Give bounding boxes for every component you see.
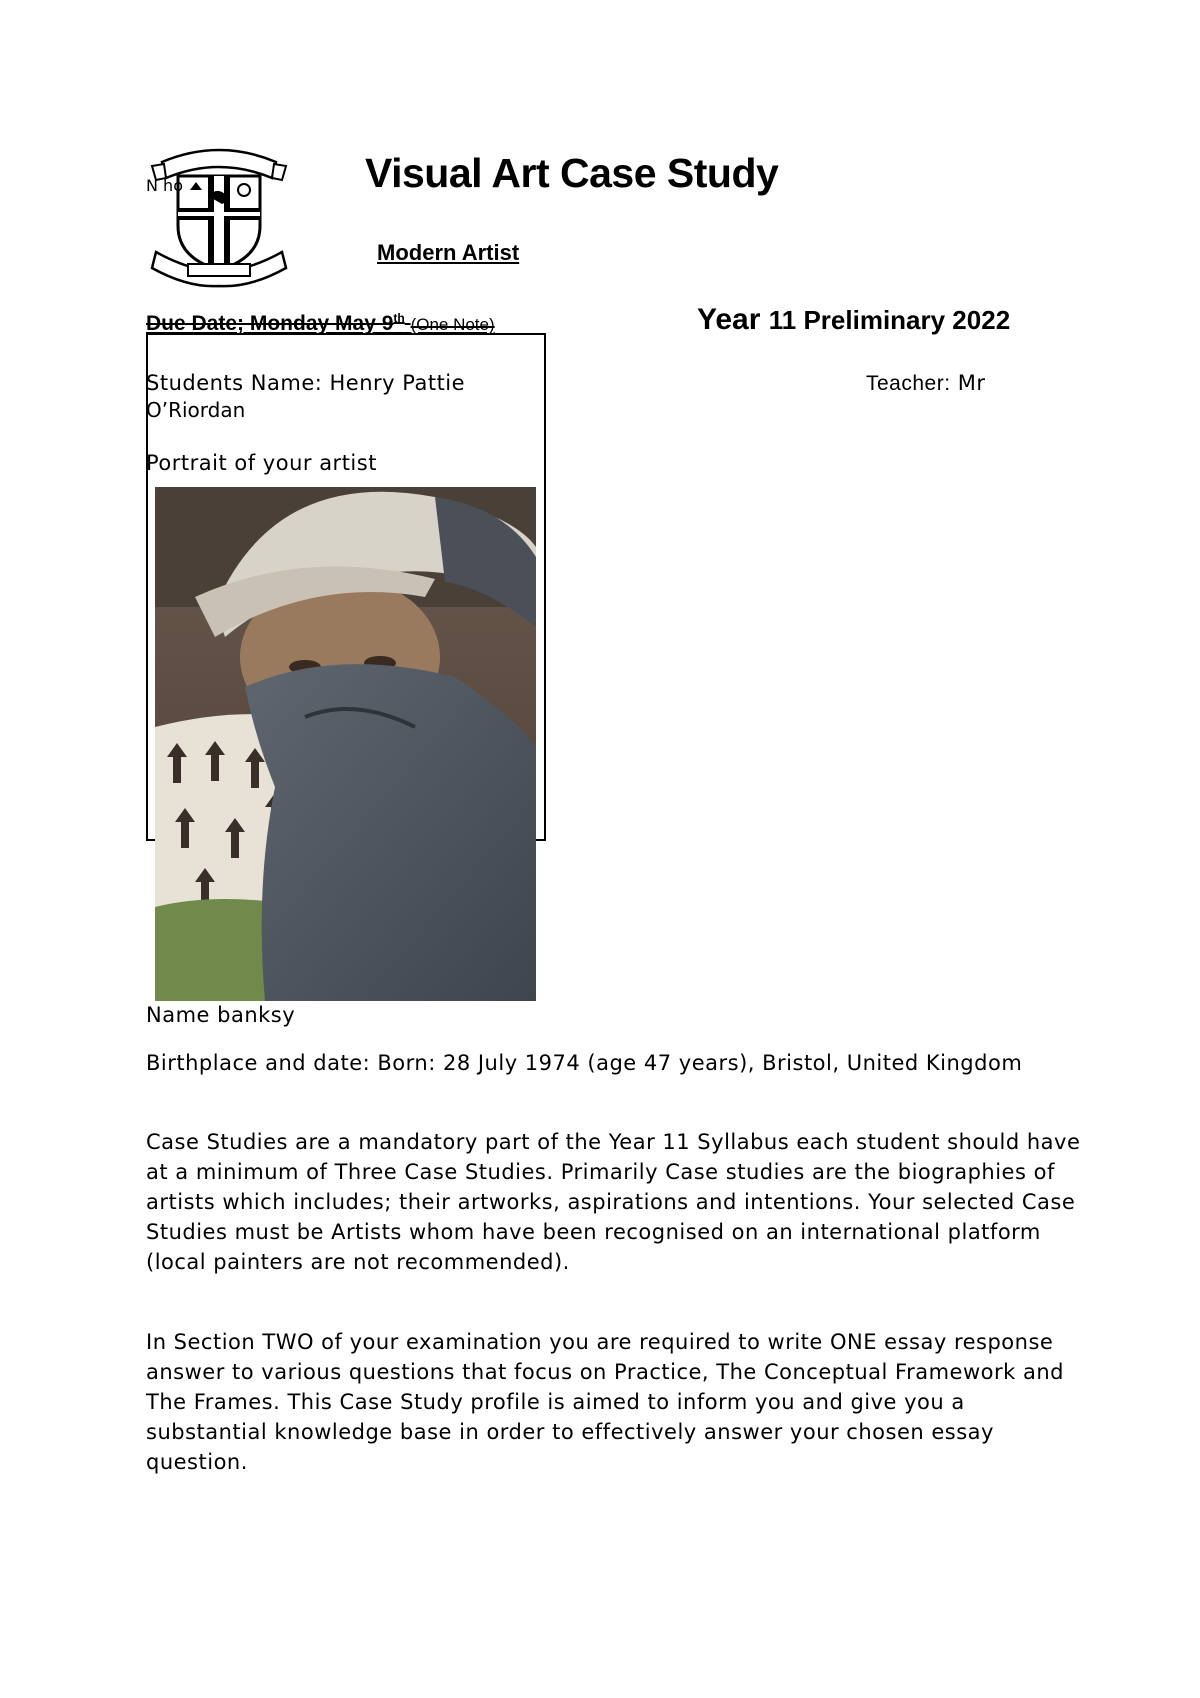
document-subtitle: Modern Artist	[377, 240, 520, 265]
school-crest-icon	[148, 140, 290, 288]
artist-portrait-image	[155, 487, 536, 1001]
teacher-label: Teacher:	[866, 372, 951, 395]
artist-name: Name banksy	[146, 1003, 296, 1027]
year-word: Year	[697, 303, 761, 336]
document-title: Visual Art Case Study	[365, 150, 779, 196]
year-rest: 11 Preliminary 2022	[768, 305, 1011, 335]
due-date-text: Due Date; Monday May 9	[146, 312, 394, 335]
due-date-note: (One Note)	[410, 315, 495, 334]
portrait-label: Portrait of your artist	[146, 451, 377, 475]
teacher-surname: O’Riordan	[146, 398, 246, 422]
section-two-paragraph: In Section TWO of your examination you are required to write ONE essay response answer to various questions that focus on Practice, The Conceptual Framework and The Frames. This Case Study profile is aimed to inform you and give you a substantial knowledge base in order to effectively answer your chosen essay question.	[146, 1330, 1064, 1474]
artist-birth: Birthplace and date: Born: 28 July 1974 (age 47 years), Bristol, United Kingdom	[146, 1051, 1023, 1075]
student-name: Students Name: Henry Pattie	[146, 371, 466, 395]
teacher-line	[866, 368, 986, 399]
intro-paragraph: Case Studies are a mandatory part of the Year 11 Syllabus each student should have at a minimum of Three Case Studies. Primarily Case studies are the biographies of artists which includes; their artworks, aspirations and intentions. Your selected Case Studies must be Artists whom have been recognised on an international platform (local painters are not recommended).	[146, 1130, 1081, 1274]
teacher-title: Mr	[957, 371, 986, 395]
year-heading	[697, 303, 1010, 337]
crest-overlap-text: N ho	[146, 176, 183, 195]
due-date-superscript: th	[393, 311, 405, 325]
